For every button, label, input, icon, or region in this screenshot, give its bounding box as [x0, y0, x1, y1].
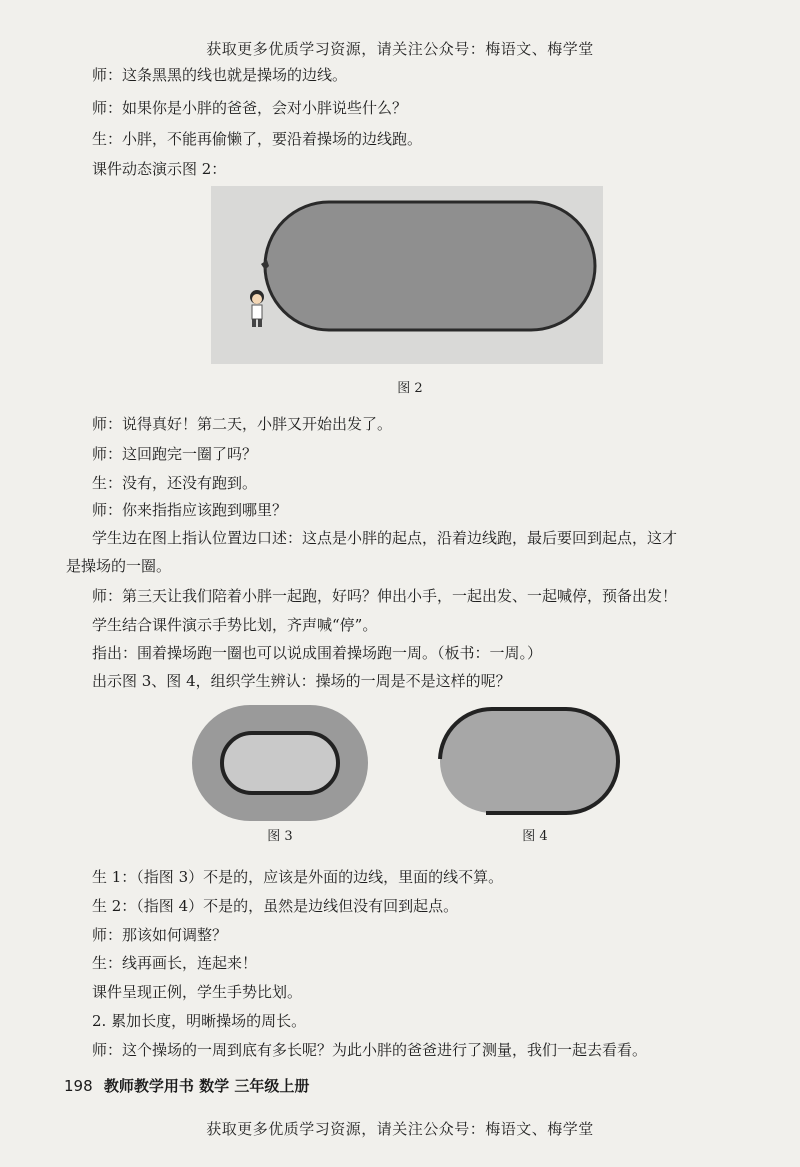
text-line: 生：没有，还没有跑到。 — [92, 474, 258, 492]
track-fill — [440, 709, 618, 813]
text-line: 师：如果你是小胖的爸爸，会对小胖说些什么？ — [92, 99, 408, 117]
section-heading: 2. 累加长度，明晰操场的周长。 — [92, 1012, 307, 1030]
page-number: 198 — [64, 1077, 93, 1095]
page-footer — [64, 1075, 309, 1096]
text-line: 师：那该如何调整？ — [92, 926, 228, 944]
text-line: 课件动态演示图 2： — [92, 160, 227, 178]
figure-4-track — [434, 703, 624, 819]
figure-2-caption: 图 2 — [397, 381, 423, 396]
text-line: 学生结合课件演示手势比划，齐声喊“停”。 — [92, 616, 378, 634]
figure-3-track — [190, 703, 370, 823]
text-line: 师：这条黑黑的线也就是操场的边线。 — [92, 66, 348, 84]
inner-line — [222, 733, 338, 793]
text-line: 师：说得真好！第二天，小胖又开始出发了。 — [92, 415, 393, 433]
text-line: 师：这回跑完一圈了吗？ — [92, 445, 258, 463]
watermark-top: 获取更多优质学习资源，请关注公众号：梅语文、梅学堂 — [206, 40, 594, 58]
figure-3-caption: 图 3 — [267, 829, 293, 844]
text-line: 师：你来指指应该跑到哪里？ — [92, 501, 288, 519]
paragraph-line: 是操场的一圈。 — [66, 557, 172, 575]
text-line: 课件呈现正例，学生手势比划。 — [92, 983, 303, 1001]
paragraph-line: 学生边在图上指认位置边口述：这点是小胖的起点，沿着边线跑，最后要回到起点，这才 — [92, 529, 678, 547]
figure-4-caption: 图 4 — [522, 829, 548, 844]
text-line: 出示图 3、图 4，组织学生辨认：操场的一周是不是这样的呢？ — [92, 672, 511, 690]
track-shape — [265, 202, 595, 330]
text-line: 师：第三天让我们陪着小胖一起跑，好吗？伸出小手，一起出发、一起喊停，预备出发！ — [92, 587, 678, 605]
text-line: 生：线再画长，连起来！ — [92, 954, 258, 972]
book-title: 教师教学用书 数学 三年级上册 — [103, 1077, 310, 1095]
text-line: 师：这个操场的一周到底有多长呢？为此小胖的爸爸进行了测量，我们一起去看看。 — [92, 1041, 648, 1059]
text-line: 生 1：（指图 3）不是的，应该是外面的边线，里面的线不算。 — [92, 868, 504, 886]
watermark-bottom: 获取更多优质学习资源，请关注公众号：梅语文、梅学堂 — [206, 1120, 594, 1138]
figure-2-track — [211, 186, 603, 364]
text-line: 生 2：（指图 4）不是的，虽然是边线但没有回到起点。 — [92, 897, 459, 915]
text-line: 指出：围着操场跑一圈也可以说成围着操场跑一周。（板书：一周。） — [92, 644, 543, 662]
text-line: 生：小胖，不能再偷懒了，要沿着操场的边线跑。 — [92, 130, 423, 148]
